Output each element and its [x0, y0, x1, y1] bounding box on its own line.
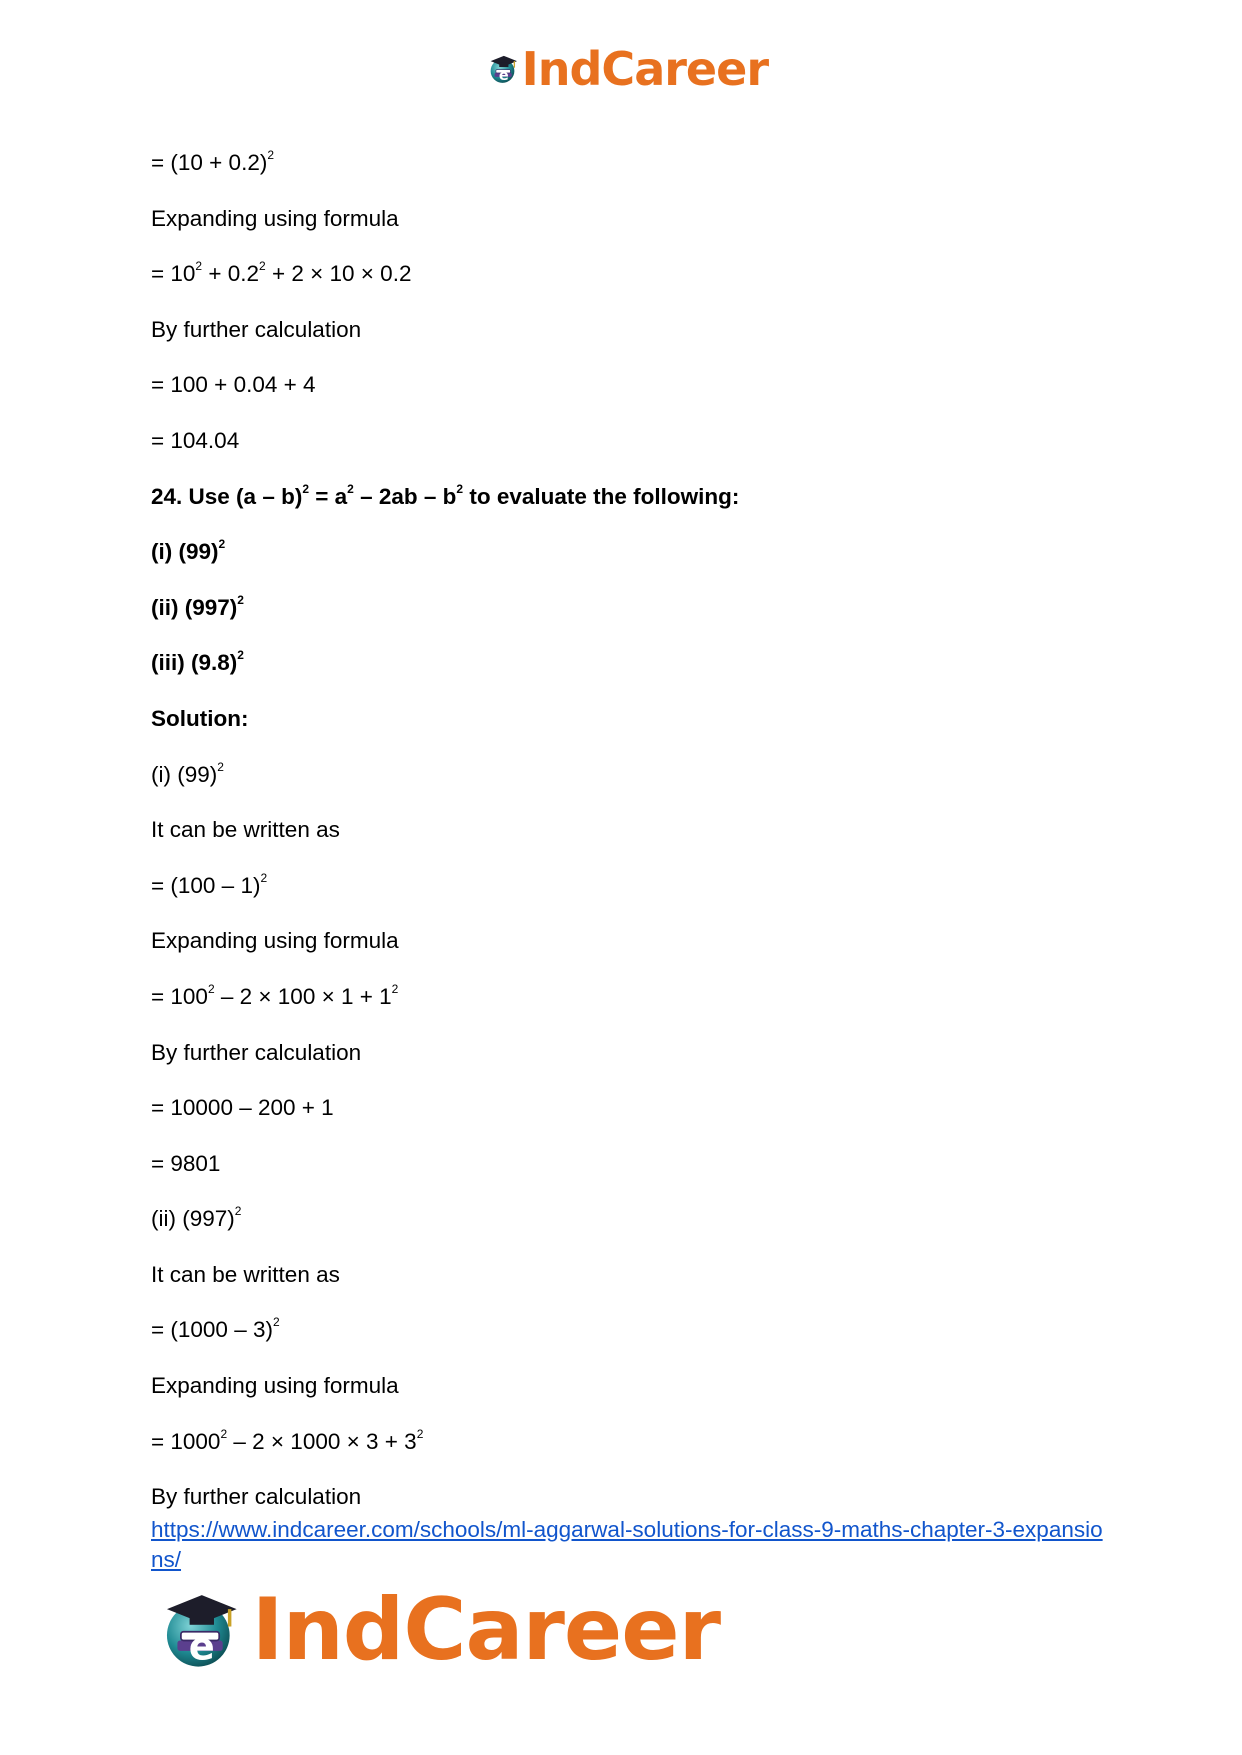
superscript: 2 — [416, 1426, 424, 1441]
graduation-cap-globe-icon — [488, 45, 520, 93]
text-line — [151, 980, 1111, 1036]
text-line — [151, 924, 1111, 980]
text-line — [151, 591, 1111, 647]
superscript: 2 — [456, 481, 464, 496]
text-run: 24. Use (a – b) — [151, 483, 303, 509]
text-run: It can be written as — [151, 1261, 340, 1287]
text-run: = (10 + 0.2) — [151, 150, 268, 175]
text-run: = 100 — [151, 983, 208, 1009]
text-line — [151, 313, 1111, 369]
solution-text — [151, 146, 1111, 1536]
text-run: – 2 × 1000 × 3 + 3 — [227, 1428, 417, 1454]
text-run: = (1000 – 3) — [151, 1317, 273, 1343]
superscript: 2 — [237, 592, 244, 607]
text-run: (ii) (997) — [151, 594, 238, 620]
text-line — [151, 368, 1111, 424]
text-line — [151, 257, 1111, 313]
text-line — [151, 1036, 1111, 1092]
text-run: By further calculation — [151, 1484, 362, 1510]
text-run: = 9801 — [151, 1150, 221, 1176]
text-run: = (100 – 1) — [151, 872, 261, 898]
text-run: + 0.2 — [202, 261, 260, 287]
superscript: 2 — [259, 259, 266, 274]
superscript: 2 — [267, 148, 275, 162]
text-run: = 1000 — [151, 1428, 221, 1454]
text-line — [151, 1147, 1111, 1203]
text-run: to evaluate the following: — [463, 483, 740, 509]
text-run: (iii) (9.8) — [151, 650, 238, 676]
text-run: (i) (99) — [151, 761, 218, 787]
text-run: By further calculation — [151, 316, 362, 342]
text-run: (ii) (997) — [151, 1206, 235, 1232]
text-line — [151, 535, 1111, 591]
superscript: 2 — [220, 1426, 228, 1441]
superscript: 2 — [302, 481, 310, 496]
graduation-cap-globe-icon — [160, 1585, 244, 1675]
text-line — [151, 480, 1111, 536]
text-run: – 2 × 100 × 1 + 1 — [214, 983, 392, 1009]
superscript: 2 — [195, 259, 203, 274]
footer-logo-text: IndCareer — [251, 1580, 720, 1680]
superscript: 2 — [260, 870, 268, 885]
text-run: Expanding using formula — [151, 1373, 399, 1399]
text-line — [151, 1425, 1111, 1481]
text-run: = 10 — [151, 261, 196, 287]
text-line — [151, 202, 1111, 258]
text-run: Expanding using formula — [151, 205, 399, 231]
text-line — [151, 758, 1111, 814]
source-link[interactable]: https://www.indcareer.com/schools/ml-aggarwal-solutions-for-class-9-maths-chapter-3-expansions/ — [151, 1517, 1103, 1572]
text-run: It can be written as — [151, 817, 340, 843]
text-run: Solution: — [151, 705, 249, 731]
text-line — [151, 813, 1111, 869]
text-line — [151, 1091, 1111, 1147]
text-run: – 2ab – b — [353, 483, 457, 509]
text-line — [151, 702, 1111, 758]
text-line — [151, 1369, 1111, 1425]
superscript: 2 — [237, 648, 244, 663]
superscript: 2 — [217, 759, 224, 774]
superscript: 2 — [207, 981, 215, 996]
superscript: 2 — [234, 1204, 242, 1219]
text-line — [151, 1202, 1111, 1258]
header-logo-text: IndCareer — [521, 42, 768, 96]
text-line — [151, 646, 1111, 702]
superscript: 2 — [391, 981, 399, 996]
text-line — [151, 424, 1111, 480]
text-run: = 100 + 0.04 + 4 — [151, 372, 316, 398]
superscript: 2 — [218, 537, 226, 552]
svg-text:e: e — [188, 1624, 215, 1670]
text-line — [151, 1258, 1111, 1314]
superscript: 2 — [272, 1315, 280, 1330]
text-line — [151, 869, 1111, 925]
footer-logo — [160, 1580, 720, 1680]
text-run: = 104.04 — [151, 427, 240, 453]
text-run: + 2 × 10 × 0.2 — [265, 261, 412, 287]
header-logo — [488, 40, 768, 98]
text-line — [151, 1313, 1111, 1369]
text-run: = a — [309, 483, 348, 509]
svg-text:e: e — [498, 68, 509, 85]
text-run: (i) (99) — [151, 539, 219, 565]
text-run: Expanding using formula — [151, 928, 399, 954]
text-run: = 10000 – 200 + 1 — [151, 1095, 334, 1121]
superscript: 2 — [347, 481, 354, 496]
text-run: By further calculation — [151, 1039, 362, 1065]
text-line — [151, 146, 1111, 202]
